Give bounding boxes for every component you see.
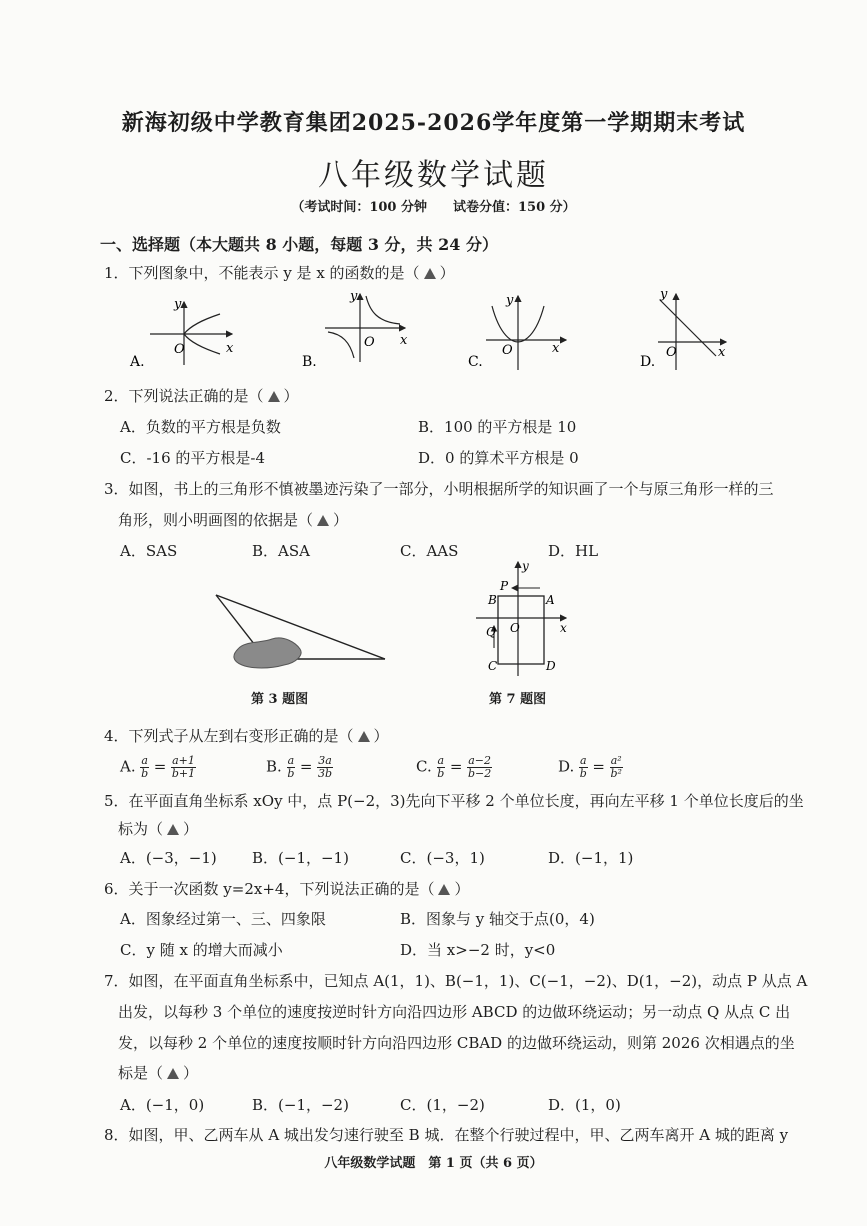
- question-4-option-b: [266, 755, 333, 780]
- question-4-option-d: [558, 755, 623, 780]
- question-7-option-c: C．(1，−2): [400, 1096, 485, 1114]
- figure-3-triangle: [200, 585, 400, 685]
- graph-a-origin: O: [174, 342, 185, 357]
- graph-c: [486, 293, 566, 370]
- equals-sign: =: [449, 757, 463, 776]
- question-7-line-4: [118, 1062, 198, 1083]
- exam-info: （考试时间：100 分钟 试卷分值：150 分）: [291, 200, 576, 215]
- question-5-stem: 标为（: [118, 820, 164, 838]
- ink-blot: [234, 638, 301, 668]
- graph-c-x-label: x: [552, 341, 560, 356]
- question-7-option-a: A．(−1，0): [120, 1096, 205, 1114]
- graph-d-label: D.: [640, 354, 656, 370]
- question-6-option-d: D．当 x>−2 时，y<0: [400, 941, 556, 959]
- graph-d-x-label: x: [718, 345, 726, 360]
- question-2-stem: 2．下列说法正确的是（: [104, 387, 264, 405]
- question-7-line-1: 7．如图，在平面直角坐标系中，已知点 A(1，1)、B(−1，1)、C(−1，−2)、D(1，−2)，动点 P 从点 A: [104, 972, 808, 990]
- question-6: [104, 878, 470, 899]
- question-4-stem: 4．下列式子从左到右变形正确的是（: [104, 727, 354, 745]
- question-1-stem: 1．下列图象中，不能表示 y 是 x 的函数的是（: [104, 264, 420, 282]
- placeholder-triangle-icon: [268, 391, 280, 402]
- question-4-option-c: [416, 755, 492, 780]
- fraction-left: $\frac{a}{b}$: [437, 754, 445, 780]
- figure-3-caption: 第 3 题图: [251, 692, 309, 707]
- question-3-stem: 角形，则小明画图的依据是（: [118, 511, 314, 529]
- fig7-q-label: Q: [486, 625, 496, 639]
- question-7-line-3: 发，以每秒 2 个单位的速度按顺时针方向沿四边形 CBAD 的边做环绕运动，则第 2026 次相遇点的坐: [118, 1034, 795, 1052]
- graph-d-y-label: y: [660, 290, 668, 302]
- graph-c-y-label: y: [506, 293, 514, 308]
- question-4-close: ）: [373, 727, 389, 745]
- placeholder-triangle-icon: [358, 731, 370, 742]
- fraction-left: $\frac{a}{b}$: [579, 754, 587, 780]
- option-c-label: C.: [416, 757, 432, 776]
- equals-sign: =: [299, 757, 313, 776]
- fraction-right: $\frac{a-2}{b-2}$: [467, 754, 492, 780]
- placeholder-triangle-icon: [167, 824, 179, 835]
- option-d-label: D.: [558, 757, 575, 776]
- fraction-right: $\frac{\text{a²}}{\text{b²}}$: [610, 754, 622, 780]
- question-3-line-2: [118, 509, 348, 530]
- fig7-origin: O: [510, 621, 520, 635]
- fraction-left: $\frac{a}{b}$: [141, 754, 149, 780]
- fig7-p-label: P: [500, 579, 509, 593]
- graph-a-x-label: x: [226, 341, 234, 356]
- question-3-close: ）: [333, 511, 349, 529]
- option-b-label: B.: [266, 757, 282, 776]
- fig7-c-label: C: [488, 659, 498, 673]
- figure-7-caption: 第 7 题图: [489, 692, 547, 707]
- question-3-line-1: 3．如图，书上的三角形不慎被墨迹污染了一部分，小明根据所学的知识画了一个与原三角形一样的三: [104, 480, 774, 498]
- question-5-line-2: [118, 818, 198, 839]
- graph-c-origin: O: [502, 343, 513, 358]
- question-4: [104, 725, 389, 746]
- question-6-option-b: B．图象与 y 轴交于点(0，4): [400, 910, 595, 928]
- graph-b-origin: O: [364, 335, 375, 350]
- fig7-d-label: D: [546, 659, 556, 673]
- graph-a-label: A.: [130, 354, 145, 370]
- fraction-right: $\frac{3a}{3b}$: [318, 754, 333, 780]
- question-4-option-a: [120, 755, 196, 780]
- placeholder-triangle-icon: [317, 515, 329, 526]
- question-5-option-d: D．(−1，1): [548, 849, 634, 867]
- question-7-stem: 标是（: [118, 1064, 164, 1082]
- fraction-right: $\frac{a+1}{b+1}$: [171, 754, 196, 780]
- question-5-option-b: B．(−1，−1): [252, 849, 349, 867]
- question-5-close: ）: [183, 820, 199, 838]
- option-a-label: A.: [120, 757, 136, 776]
- question-2: [104, 385, 299, 406]
- page-footer: 八年级数学试题 第 1 页（共 6 页）: [324, 1156, 543, 1171]
- placeholder-triangle-icon: [438, 884, 450, 895]
- question-5-option-a: A．(−3，−1): [120, 849, 217, 867]
- graph-b: [325, 290, 408, 362]
- question-7-close: ）: [183, 1064, 199, 1082]
- question-1-close: ）: [439, 264, 455, 282]
- exam-subtitle: 八年级数学试题: [318, 158, 549, 193]
- question-2-option-a: A．负数的平方根是负数: [120, 418, 281, 436]
- question-7-line-2: 出发，以每秒 3 个单位的速度按逆时针方向沿四边形 ABCD 的边做环绕运动；另一动点 Q 从点 C 出: [118, 1003, 791, 1021]
- graph-c-label: C.: [468, 354, 483, 370]
- graph-d-origin: O: [666, 345, 677, 360]
- equals-sign: =: [153, 757, 167, 776]
- fraction-left: $\frac{a}{b}$: [287, 754, 295, 780]
- question-3-option-c: C．AAS: [400, 542, 459, 560]
- fig7-b-label: B: [488, 593, 497, 607]
- question-6-close: ）: [454, 880, 470, 898]
- section-heading: 一、选择题（本大题共 8 小题，每题 3 分，共 24 分）: [100, 235, 498, 254]
- question-3-option-b: B．ASA: [252, 542, 310, 560]
- question-2-option-c: C．-16 的平方根是-4: [120, 449, 266, 467]
- question-5-option-c: C．(−3，1): [400, 849, 485, 867]
- placeholder-triangle-icon: [424, 268, 436, 279]
- fig7-a-label: A: [546, 593, 555, 607]
- question-5-line-1: 5．在平面直角坐标系 xOy 中，点 P(−2，3)先向下平移 2 个单位长度，再向左平移 1 个单位长度后的坐: [104, 792, 804, 810]
- question-7-option-d: D．(1，0): [548, 1096, 621, 1114]
- question-2-option-d: D．0 的算术平方根是 0: [418, 449, 579, 467]
- question-6-stem: 6．关于一次函数 y=2x+4，下列说法正确的是（: [104, 880, 435, 898]
- question-6-option-c: C．y 随 x 的增大而减小: [120, 941, 283, 959]
- exam-title: 新海初级中学教育集团2025-2026学年度第一学期期末考试: [121, 110, 746, 136]
- graph-a-y-label: y: [174, 297, 182, 312]
- question-7-option-b: B．(−1，−2): [252, 1096, 349, 1114]
- graph-b-y-label: y: [350, 290, 358, 304]
- graph-b-x-label: x: [400, 333, 408, 348]
- placeholder-triangle-icon: [167, 1068, 179, 1079]
- question-1-graphs: [120, 290, 840, 375]
- figure-7-diagram: [470, 556, 580, 681]
- question-6-option-a: A．图象经过第一、三、四象限: [120, 910, 326, 928]
- graph-a: [150, 297, 234, 365]
- question-8-line-1: 8．如图，甲、乙两车从 A 城出发匀速行驶至 B 城．在整个行驶过程中，甲、乙两车离开 A 城的距离 y: [104, 1126, 789, 1144]
- question-2-option-b: B．100 的平方根是 10: [418, 418, 577, 436]
- graph-b-label: B.: [302, 354, 317, 370]
- question-1: [104, 262, 455, 283]
- fig7-x-label: x: [560, 621, 567, 635]
- fig7-y-label: y: [522, 559, 529, 573]
- question-2-close: ）: [283, 387, 299, 405]
- graph-d: [658, 290, 726, 370]
- question-3-option-a: A．SAS: [120, 542, 178, 560]
- question-3-option-d: D．HL: [548, 542, 599, 560]
- equals-sign: =: [592, 757, 605, 776]
